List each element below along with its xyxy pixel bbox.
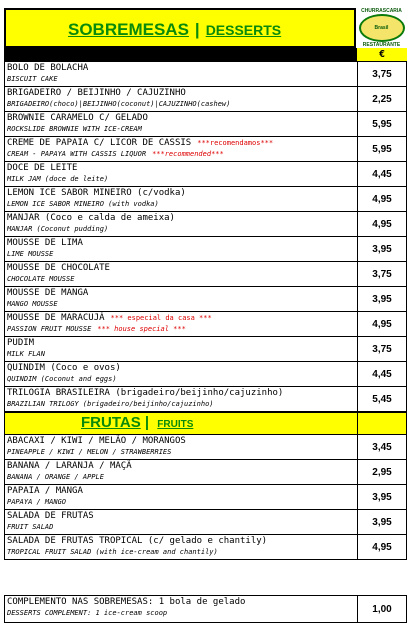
complement-price: 1,00 xyxy=(358,596,407,623)
item-name-en xyxy=(7,547,357,558)
item-price: 4,95 xyxy=(358,187,407,212)
item-note-pt: *** especial da casa *** xyxy=(110,314,212,322)
item-name-en-text: BRAZILIAN TRILOGY (brigadeiro/beijinho/cajuzinho) xyxy=(7,400,214,408)
item-name-pt-text: QUINDIM (Coco e ovos) xyxy=(7,363,121,373)
item-price: 3,95 xyxy=(358,510,407,535)
item-name-pt-text: BANANA / LARANJA / MAÇÃ xyxy=(7,461,132,471)
item-desc xyxy=(5,137,358,162)
item-price: 3,95 xyxy=(358,485,407,510)
complement-desc xyxy=(5,596,358,623)
item-desc xyxy=(5,387,358,413)
complement-table xyxy=(4,595,407,623)
currency-label: € xyxy=(356,48,407,61)
item-name-pt-text: TRILOGIA BRASILEIRA (brigadeiro/beijinho/cajuzinho) xyxy=(7,388,284,398)
item-price: 4,45 xyxy=(358,362,407,387)
title-en: DESSERTS xyxy=(205,22,282,38)
item-name-en-text: ROCKSLIDE BROWNIE WITH ICE-CREAM xyxy=(7,125,142,133)
item-name-en xyxy=(7,149,357,160)
fruit-row xyxy=(5,535,407,560)
item-price: 5,45 xyxy=(358,387,407,413)
item-price: 4,45 xyxy=(358,162,407,187)
item-name-pt-text: LEMON ICE SABOR MINEIRO (c/vodka) xyxy=(7,188,186,198)
item-name-pt-text: SALADA DE FRUTAS TROPICAL (c/ gelado e chantily) xyxy=(7,536,268,546)
item-name-en xyxy=(7,224,357,235)
item-name-en-text: FRUIT SALAD xyxy=(7,523,54,531)
item-name-pt xyxy=(7,510,357,522)
item-name-pt-text: CREME DE PAPAIA C/ LICOR DE CASSIS xyxy=(7,138,192,148)
item-desc xyxy=(5,262,358,287)
logo-mid-text: Brasil xyxy=(374,25,389,31)
item-note-pt: ***recomendamos*** xyxy=(197,139,274,147)
item-name-en xyxy=(7,324,357,335)
title-separator: | xyxy=(194,20,200,39)
item-desc xyxy=(5,485,358,510)
logo-emblem xyxy=(359,14,405,42)
item-name-en-text: MILK JAM (doce de leite) xyxy=(7,175,109,183)
item-name-en xyxy=(7,374,357,385)
item-desc xyxy=(5,287,358,312)
page-title xyxy=(68,20,281,40)
item-name-en-text: CHOCOLATE MOUSSE xyxy=(7,275,75,283)
item-desc xyxy=(5,112,358,137)
item-price: 3,95 xyxy=(358,287,407,312)
fruits-heading-price-cell xyxy=(358,412,407,435)
item-desc xyxy=(5,187,358,212)
item-name-en-text: MILK FLAN xyxy=(7,350,45,358)
item-desc xyxy=(5,237,358,262)
dessert-row xyxy=(5,162,407,187)
item-name-pt xyxy=(7,435,357,447)
dessert-row xyxy=(5,237,407,262)
item-name-en xyxy=(7,199,357,210)
fruit-row xyxy=(5,485,407,510)
fruits-list xyxy=(5,435,407,560)
item-name-en-text: LEMON ICE SABOR MINEIRO (with vodka) xyxy=(7,200,159,208)
item-name-en xyxy=(7,299,357,310)
item-name-en xyxy=(7,249,357,260)
item-desc xyxy=(5,535,358,560)
dessert-row xyxy=(5,137,407,162)
item-name-en-text: QUINDIM (Coconut and eggs) xyxy=(7,375,117,383)
item-name-en xyxy=(7,74,357,85)
item-name-pt-text: SALADA DE FRUTAS xyxy=(7,511,94,521)
item-name-pt-text: PAPAIA / MANGA xyxy=(7,486,83,496)
header-banner xyxy=(4,8,356,48)
fruits-heading xyxy=(5,412,358,435)
item-name-en-text: LIME MOUSSE xyxy=(7,250,54,258)
desserts-list xyxy=(5,62,407,413)
item-name-pt-text: MOUSSE DE MANGA xyxy=(7,288,89,298)
item-price: 4,95 xyxy=(358,312,407,337)
item-note-en: ***recommended*** xyxy=(152,150,224,158)
item-name-en xyxy=(7,522,357,533)
fruit-row xyxy=(5,510,407,535)
item-name-pt xyxy=(7,312,357,324)
item-name-pt xyxy=(7,237,357,249)
item-name-en xyxy=(7,99,357,110)
item-desc xyxy=(5,460,358,485)
item-name-pt-text: PUDIM xyxy=(7,338,35,348)
fruits-title-en: FRUITS xyxy=(157,419,194,430)
dessert-row xyxy=(5,262,407,287)
item-name-pt xyxy=(7,287,357,299)
dessert-row xyxy=(5,312,407,337)
item-desc xyxy=(5,162,358,187)
item-desc xyxy=(5,510,358,535)
item-price: 5,95 xyxy=(358,137,407,162)
item-desc xyxy=(5,337,358,362)
logo-bottom-text: RESTAURANTE xyxy=(362,42,401,48)
item-price: 3,95 xyxy=(358,237,407,262)
item-name-en xyxy=(7,124,357,135)
complement-row xyxy=(5,596,407,623)
item-price: 5,95 xyxy=(358,112,407,137)
item-name-en xyxy=(7,497,357,508)
item-price: 3,75 xyxy=(358,262,407,287)
item-name-en xyxy=(7,174,357,185)
item-price: 2,95 xyxy=(358,460,407,485)
item-name-pt xyxy=(7,112,357,124)
item-name-en-text: BANANA / ORANGE / APPLE xyxy=(7,473,104,481)
item-name-en-text: BISCUIT CAKE xyxy=(7,75,58,83)
header-bar xyxy=(4,48,407,61)
complement-en: DESSERTS COMPLEMENT: 1 ice-cream scoop xyxy=(7,609,168,617)
item-name-pt-text: MOUSSE DE MARACUJÁ xyxy=(7,313,105,323)
fruits-title-pt: FRUTAS xyxy=(81,414,141,431)
item-name-en xyxy=(7,274,357,285)
dessert-row xyxy=(5,212,407,237)
dessert-row xyxy=(5,387,407,413)
dessert-row xyxy=(5,337,407,362)
logo-top-text: CHURRASCARIA xyxy=(361,8,402,14)
item-name-pt-text: BOLO DE BOLACHA xyxy=(7,63,89,73)
item-name-pt xyxy=(7,137,357,149)
item-name-en-text: PAPAYA / MANGO xyxy=(7,498,67,506)
item-name-en xyxy=(7,472,357,483)
item-name-pt-text: BRIGADEIRO / BEIJINHO / CAJUZINHO xyxy=(7,88,186,98)
item-desc xyxy=(5,62,358,87)
item-name-en xyxy=(7,399,357,410)
item-price: 4,95 xyxy=(358,212,407,237)
item-desc xyxy=(5,87,358,112)
dessert-row xyxy=(5,287,407,312)
item-desc xyxy=(5,212,358,237)
item-name-en-text: TROPICAL FRUIT SALAD (with ice-cream and chantily) xyxy=(7,548,218,556)
item-price: 2,25 xyxy=(358,87,407,112)
item-name-pt-text: MOUSSE DE CHOCOLATE xyxy=(7,263,110,273)
item-name-pt xyxy=(7,485,357,497)
item-name-pt-text: ABACAXI / KIWI / MELÃO / MORANGOS xyxy=(7,436,186,446)
fruits-heading-row xyxy=(5,412,407,435)
dessert-row xyxy=(5,187,407,212)
item-price: 3,45 xyxy=(358,435,407,460)
item-desc xyxy=(5,362,358,387)
item-name-en-text: MANGO MOUSSE xyxy=(7,300,58,308)
item-name-pt-text: MANJAR (Coco e calda de ameixa) xyxy=(7,213,175,223)
item-name-pt xyxy=(7,162,357,174)
dessert-row xyxy=(5,112,407,137)
dessert-row xyxy=(5,362,407,387)
item-note-en: *** house special *** xyxy=(97,325,186,333)
complement-pt: COMPLEMENTO NAS SOBREMESAS: 1 bola de gelado xyxy=(7,597,246,607)
item-name-en-text: PINEAPPLE / KIWI / MELON / STRAWBERRIES xyxy=(7,448,172,456)
item-name-pt xyxy=(7,87,357,99)
fruit-row xyxy=(5,435,407,460)
item-name-pt xyxy=(7,535,357,547)
item-name-pt-text: MOUSSE DE LIMA xyxy=(7,238,83,248)
item-name-pt-text: BROWNIE CARAMELO C/ GELADO xyxy=(7,113,148,123)
item-name-en xyxy=(7,447,357,458)
item-name-en xyxy=(7,349,357,360)
item-desc xyxy=(5,435,358,460)
item-name-en-text: MANJAR (Coconut pudding) xyxy=(7,225,109,233)
item-name-pt-text: DOCE DE LEITE xyxy=(7,163,78,173)
menu-table xyxy=(4,61,407,560)
fruit-row xyxy=(5,460,407,485)
menu-header xyxy=(4,8,407,48)
item-name-pt xyxy=(7,460,357,472)
item-name-pt xyxy=(7,212,357,224)
item-price: 4,95 xyxy=(358,535,407,560)
item-name-pt xyxy=(7,362,357,374)
item-name-pt xyxy=(7,62,357,74)
item-name-pt xyxy=(7,387,357,399)
dessert-row xyxy=(5,62,407,87)
title-pt: SOBREMESAS xyxy=(68,20,189,39)
item-name-en-text: PASSION FRUIT MOUSSE xyxy=(7,325,92,333)
item-price: 3,75 xyxy=(358,62,407,87)
item-name-en-text: CREAM - PAPAYA WITH CASSIS LIQUOR xyxy=(7,150,147,158)
dessert-row xyxy=(5,87,407,112)
item-name-pt xyxy=(7,187,357,199)
item-desc xyxy=(5,312,358,337)
fruits-section xyxy=(5,412,407,435)
fruits-separator: | xyxy=(144,414,150,431)
item-name-pt xyxy=(7,337,357,349)
item-price: 3,75 xyxy=(358,337,407,362)
item-name-en-text: BRIGADEIRO(choco)|BEIJINHO(coconut)|CAJUZINHO(cashew) xyxy=(7,100,231,108)
item-name-pt xyxy=(7,262,357,274)
